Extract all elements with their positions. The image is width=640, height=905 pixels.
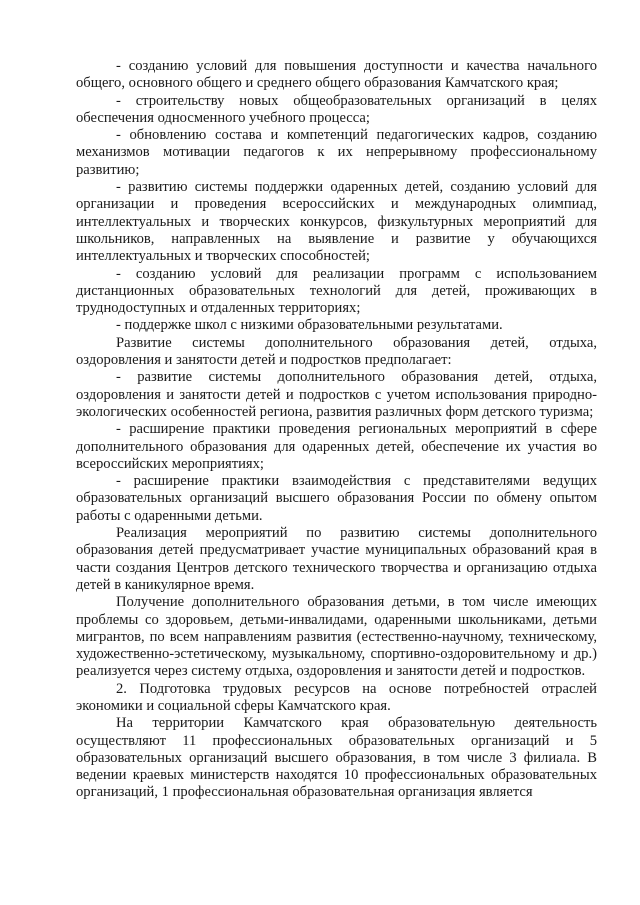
document-page [76, 58, 597, 802]
paragraph-11: Реализация мероприятий по развитию системы дополнительного образования детей предусматривает участие муниципальных образований края в части создания Центров детского технического творчества и организацию отдыха детей в каникулярное время. [76, 525, 597, 593]
paragraph-10: - расширение практики взаимодействия с представителями ведущих образовательных организаций высшего образования России по обмену опытом работы с одаренными детьми. [76, 473, 597, 524]
paragraph-13: 2. Подготовка трудовых ресурсов на основе потребностей отраслей экономики и социальной сферы Камчатского края. [76, 680, 597, 714]
paragraph-3: - обновлению состава и компетенций педагогических кадров, созданию механизмов мотивации педагогов к их непрерывному профессиональному развитию; [76, 127, 597, 178]
paragraph-1: - созданию условий для повышения доступности и качества начального общего, основного общего и среднего общего образования Камчатского края; [76, 58, 597, 92]
paragraph-8: - развитие системы дополнительного образования детей, отдыха, оздоровления и занятости детей и подростков с учетом использования природно-экологических особенностей региона, развития различных форм детского туризма; [76, 369, 597, 420]
paragraph-7: Развитие системы дополнительного образования детей, отдыха, оздоровления и занятости детей и подростков предполагает: [76, 334, 597, 369]
paragraph-4: - развитию системы поддержки одаренных детей, созданию условий для организации и проведения всероссийских и международных олимпиад, интеллектуальных и творческих конкурсов, физкультурных мероприятий для школьников, направленных на выявление и развитие у обучающихся интеллектуальных и творческих способностей; [76, 179, 597, 265]
paragraph-9: - расширение практики проведения региональных мероприятий в сфере дополнительного образования для одаренных детей, обеспечение их участия во всероссийских мероприятиях; [76, 421, 597, 472]
paragraph-6: - поддержке школ с низкими образовательными результатами. [116, 317, 503, 334]
paragraph-5: - созданию условий для реализации программ с использованием дистанционных образовательных технологий для детей, проживающих в труднодоступных и отдаленных территориях; [76, 265, 597, 317]
paragraph-14: На территории Камчатского края образовательную деятельность осуществляют 11 профессиональных образовательных организаций и 5 образовательных организаций высшего образования, в том числе 3 филиала. В ведении краевых министерств находятся 10 профессиональных образовательных организаций, 1 профессиональная образовательная организация является [76, 715, 597, 801]
paragraph-12: Получение дополнительного образования детьми, в том числе имеющих проблемы со здоровьем, детьми-инвалидами, одаренными школьниками, детьми мигрантов, по всем направлениям развития (естественно-научному, техническому, художественно-эстетическому, музыкальному, спортивно-оздоровительному и др.) реализуется через систему отдыха, оздоровления и занятости детей и подростков. [76, 594, 597, 680]
paragraph-2: - строительству новых общеобразовательных организаций в целях обеспечения односменного учебного процесса; [76, 92, 597, 126]
